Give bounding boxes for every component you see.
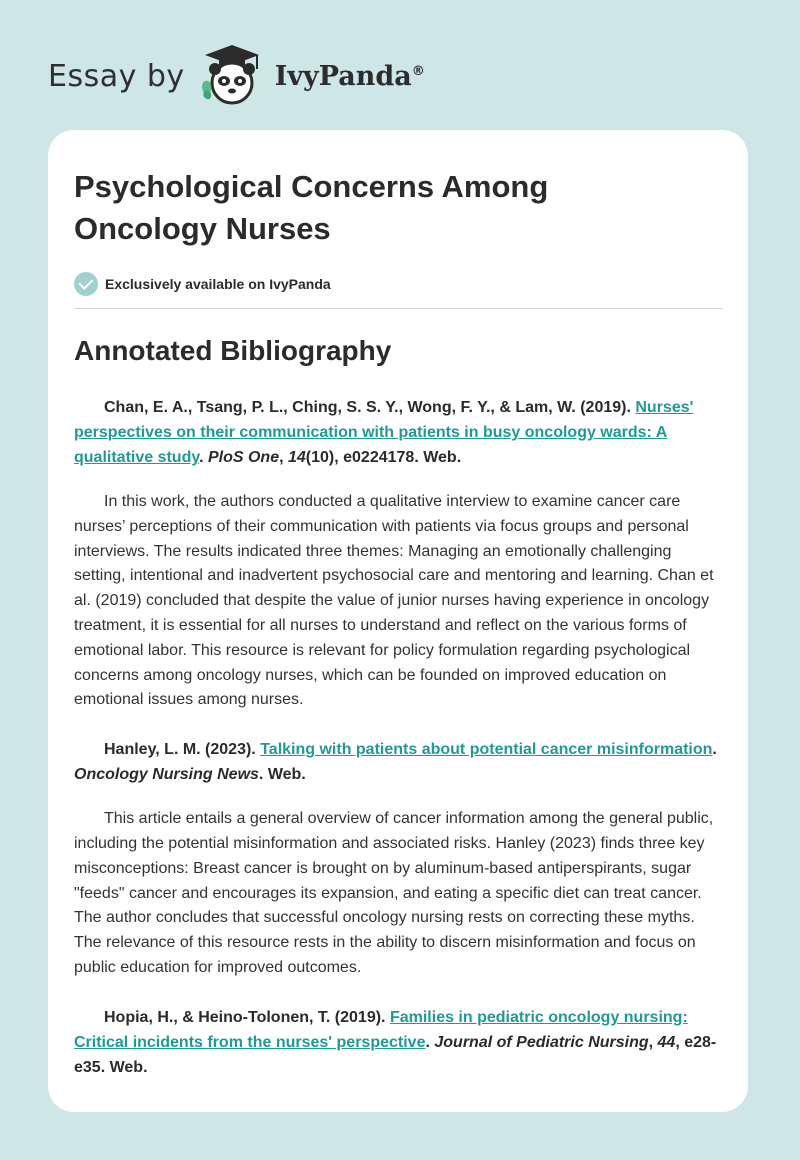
- citation-link[interactable]: Nurses' perspectives on their communication with patients in busy oncology wards: A qualitative study: [74, 399, 694, 466]
- journal-volume: 44: [657, 1033, 676, 1051]
- divider: [74, 308, 722, 309]
- essay-by-label: Essay by: [48, 58, 185, 94]
- annotation-1: In this work, the authors conducted a qualitative interview to examine cancer care nurses’ perceptions of their communication with patients via focus groups and personal interviews. The results indicated three themes: Managing an emotionally challenging setting, intentional and inadvertent psychosocial care and mentoring and learning. Chan et al. (2019) concluded that despite the value of junior nurses having experience in oncology treatment, it is essential for all nurses to understand and reflect on the various forms of emotional labor. This resource is relevant for policy formulation regarding psychological concerns among oncology nurses, which can be founded on improved education on emotional issues among nurses.: [74, 493, 714, 709]
- citation-3: Hopia, H., & Heino-Tolonen, T. (2019). Families in pediatric oncology nursing: Critical incidents from the nurses' perspective. Journal of Pediatric Nursing, 44, e28-e35. Web.: [74, 1008, 717, 1076]
- brand-name: IvyPanda®: [274, 60, 425, 92]
- journal-volume: 14: [287, 449, 306, 466]
- citation-authors: Hanley, L. M. (2023).: [104, 741, 256, 759]
- journal-name: PloS One: [207, 449, 280, 466]
- citation-1: Chan, E. A., Tsang, P. L., Ching, S. S. Y., Wong, F. Y., & Lam, W. (2019). Nurses' perspectives on their communication with patients in busy oncology wards: A qualitative study. PloS One, 14(10), e0224178. Web.: [74, 399, 694, 466]
- check-circle-icon: [74, 272, 98, 296]
- journal-name: Journal of Pediatric Nursing: [434, 1033, 649, 1051]
- citation-authors: Hopia, H., & Heino-Tolonen, T. (2019).: [104, 1008, 386, 1026]
- document-card: [48, 130, 748, 1112]
- trademark-symbol: ®: [411, 63, 425, 79]
- brand-header: [48, 36, 425, 116]
- page-title: Psychological Concerns Among Oncology Nurses: [74, 169, 549, 246]
- annotation-2: This article entails a general overview of cancer information among the general public, including the potential misinformation and associated risks. Hanley (2023) finds three key misconceptions: Breast cancer is brought on by aluminum-based antiperspirants, sugar "feeds" cancer and encourages its expansion, and eating a specific diet can treat cancer. The author concludes that successful oncology nursing rests on correcting these myths. The relevance of this resource rests in the ability to discern misinformation and focus on public education for improved outcomes.: [74, 810, 714, 976]
- section-heading: Annotated Bibliography: [74, 335, 392, 366]
- citation-link[interactable]: Talking with patients about potential cancer misinformation: [260, 741, 713, 759]
- citation-link[interactable]: Families in pediatric oncology nursing: Critical incidents from the nurses' perspective: [74, 1008, 688, 1051]
- exclusive-badge: [74, 270, 722, 298]
- journal-name: Oncology Nursing News: [74, 766, 259, 784]
- citation-2: Hanley, L. M. (2023). Talking with patients about potential cancer misinformation. Oncology Nursing News. Web.: [74, 741, 717, 784]
- panda-logo-icon: [197, 41, 267, 111]
- citation-authors: Chan, E. A., Tsang, P. L., Ching, S. S. Y., Wong, F. Y., & Lam, W. (2019).: [104, 399, 631, 416]
- exclusive-label: Exclusively available on IvyPanda: [105, 276, 331, 292]
